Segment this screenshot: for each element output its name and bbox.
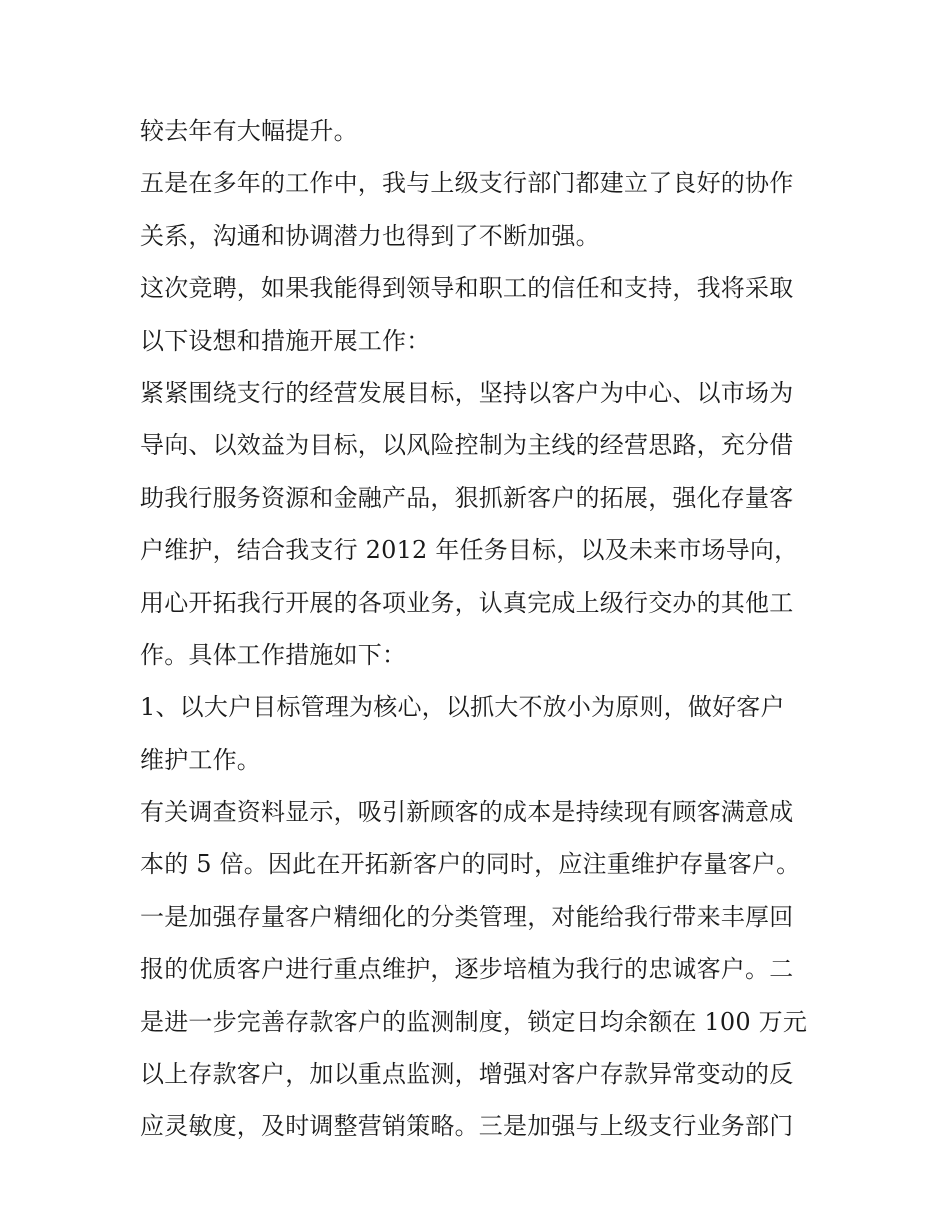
text-line: 作。具体工作措施如下： bbox=[140, 640, 407, 669]
text-line: 以下设想和措施开展工作： bbox=[140, 326, 431, 355]
text-line: 本的 5 倍。因此在开拓新客户的同时，应注重维护存量客户。 bbox=[140, 850, 801, 879]
text-line: 关系，沟通和协调潜力也得到了不断加强。 bbox=[140, 221, 600, 250]
text-line: 报的优质客户进行重点维护，逐步培植为我行的忠诚客户。二 bbox=[140, 955, 794, 984]
text-line: 有关调查资料显示，吸引新顾客的成本是持续现有顾客满意成 bbox=[140, 798, 794, 827]
text-line: 五是在多年的工作中，我与上级支行部门都建立了良好的协作 bbox=[140, 169, 794, 198]
text-line: 维护工作。 bbox=[140, 745, 261, 774]
text-line: 以上存款客户，加以重点监测，增强对客户存款异常变动的反 bbox=[140, 1060, 794, 1089]
text-line: 较去年有大幅提升。 bbox=[140, 117, 358, 145]
text-line: 是进一步完善存款客户的监测制度，锁定日均余额在 100 万元 bbox=[140, 1007, 808, 1036]
text-line: 紧紧围绕支行的经营发展目标，坚持以客户为中心、以市场为 bbox=[140, 378, 794, 407]
text-line: 户维护，结合我支行 2012 年任务目标，以及未来市场导向， bbox=[140, 536, 799, 565]
text-line: 用心开拓我行开展的各项业务，认真完成上级行交办的其他工 bbox=[140, 588, 794, 617]
text-line: 助我行服务资源和金融产品，狠抓新客户的拓展，强化存量客 bbox=[140, 483, 794, 512]
text-line: 应灵敏度，及时调整营销策略。三是加强与上级支行业务部门 bbox=[140, 1112, 794, 1141]
body-text bbox=[140, 105, 830, 1153]
text-line: 1、以大户目标管理为核心，以抓大不放小为原则，做好客户 bbox=[140, 693, 785, 722]
text-line: 导向、以效益为目标，以风险控制为主线的经营思路，充分借 bbox=[140, 431, 794, 460]
text-line: 一是加强存量客户精细化的分类管理，对能给我行带来丰厚回 bbox=[140, 902, 794, 931]
text-line: 这次竞聘，如果我能得到领导和职工的信任和支持，我将采取 bbox=[140, 274, 794, 303]
